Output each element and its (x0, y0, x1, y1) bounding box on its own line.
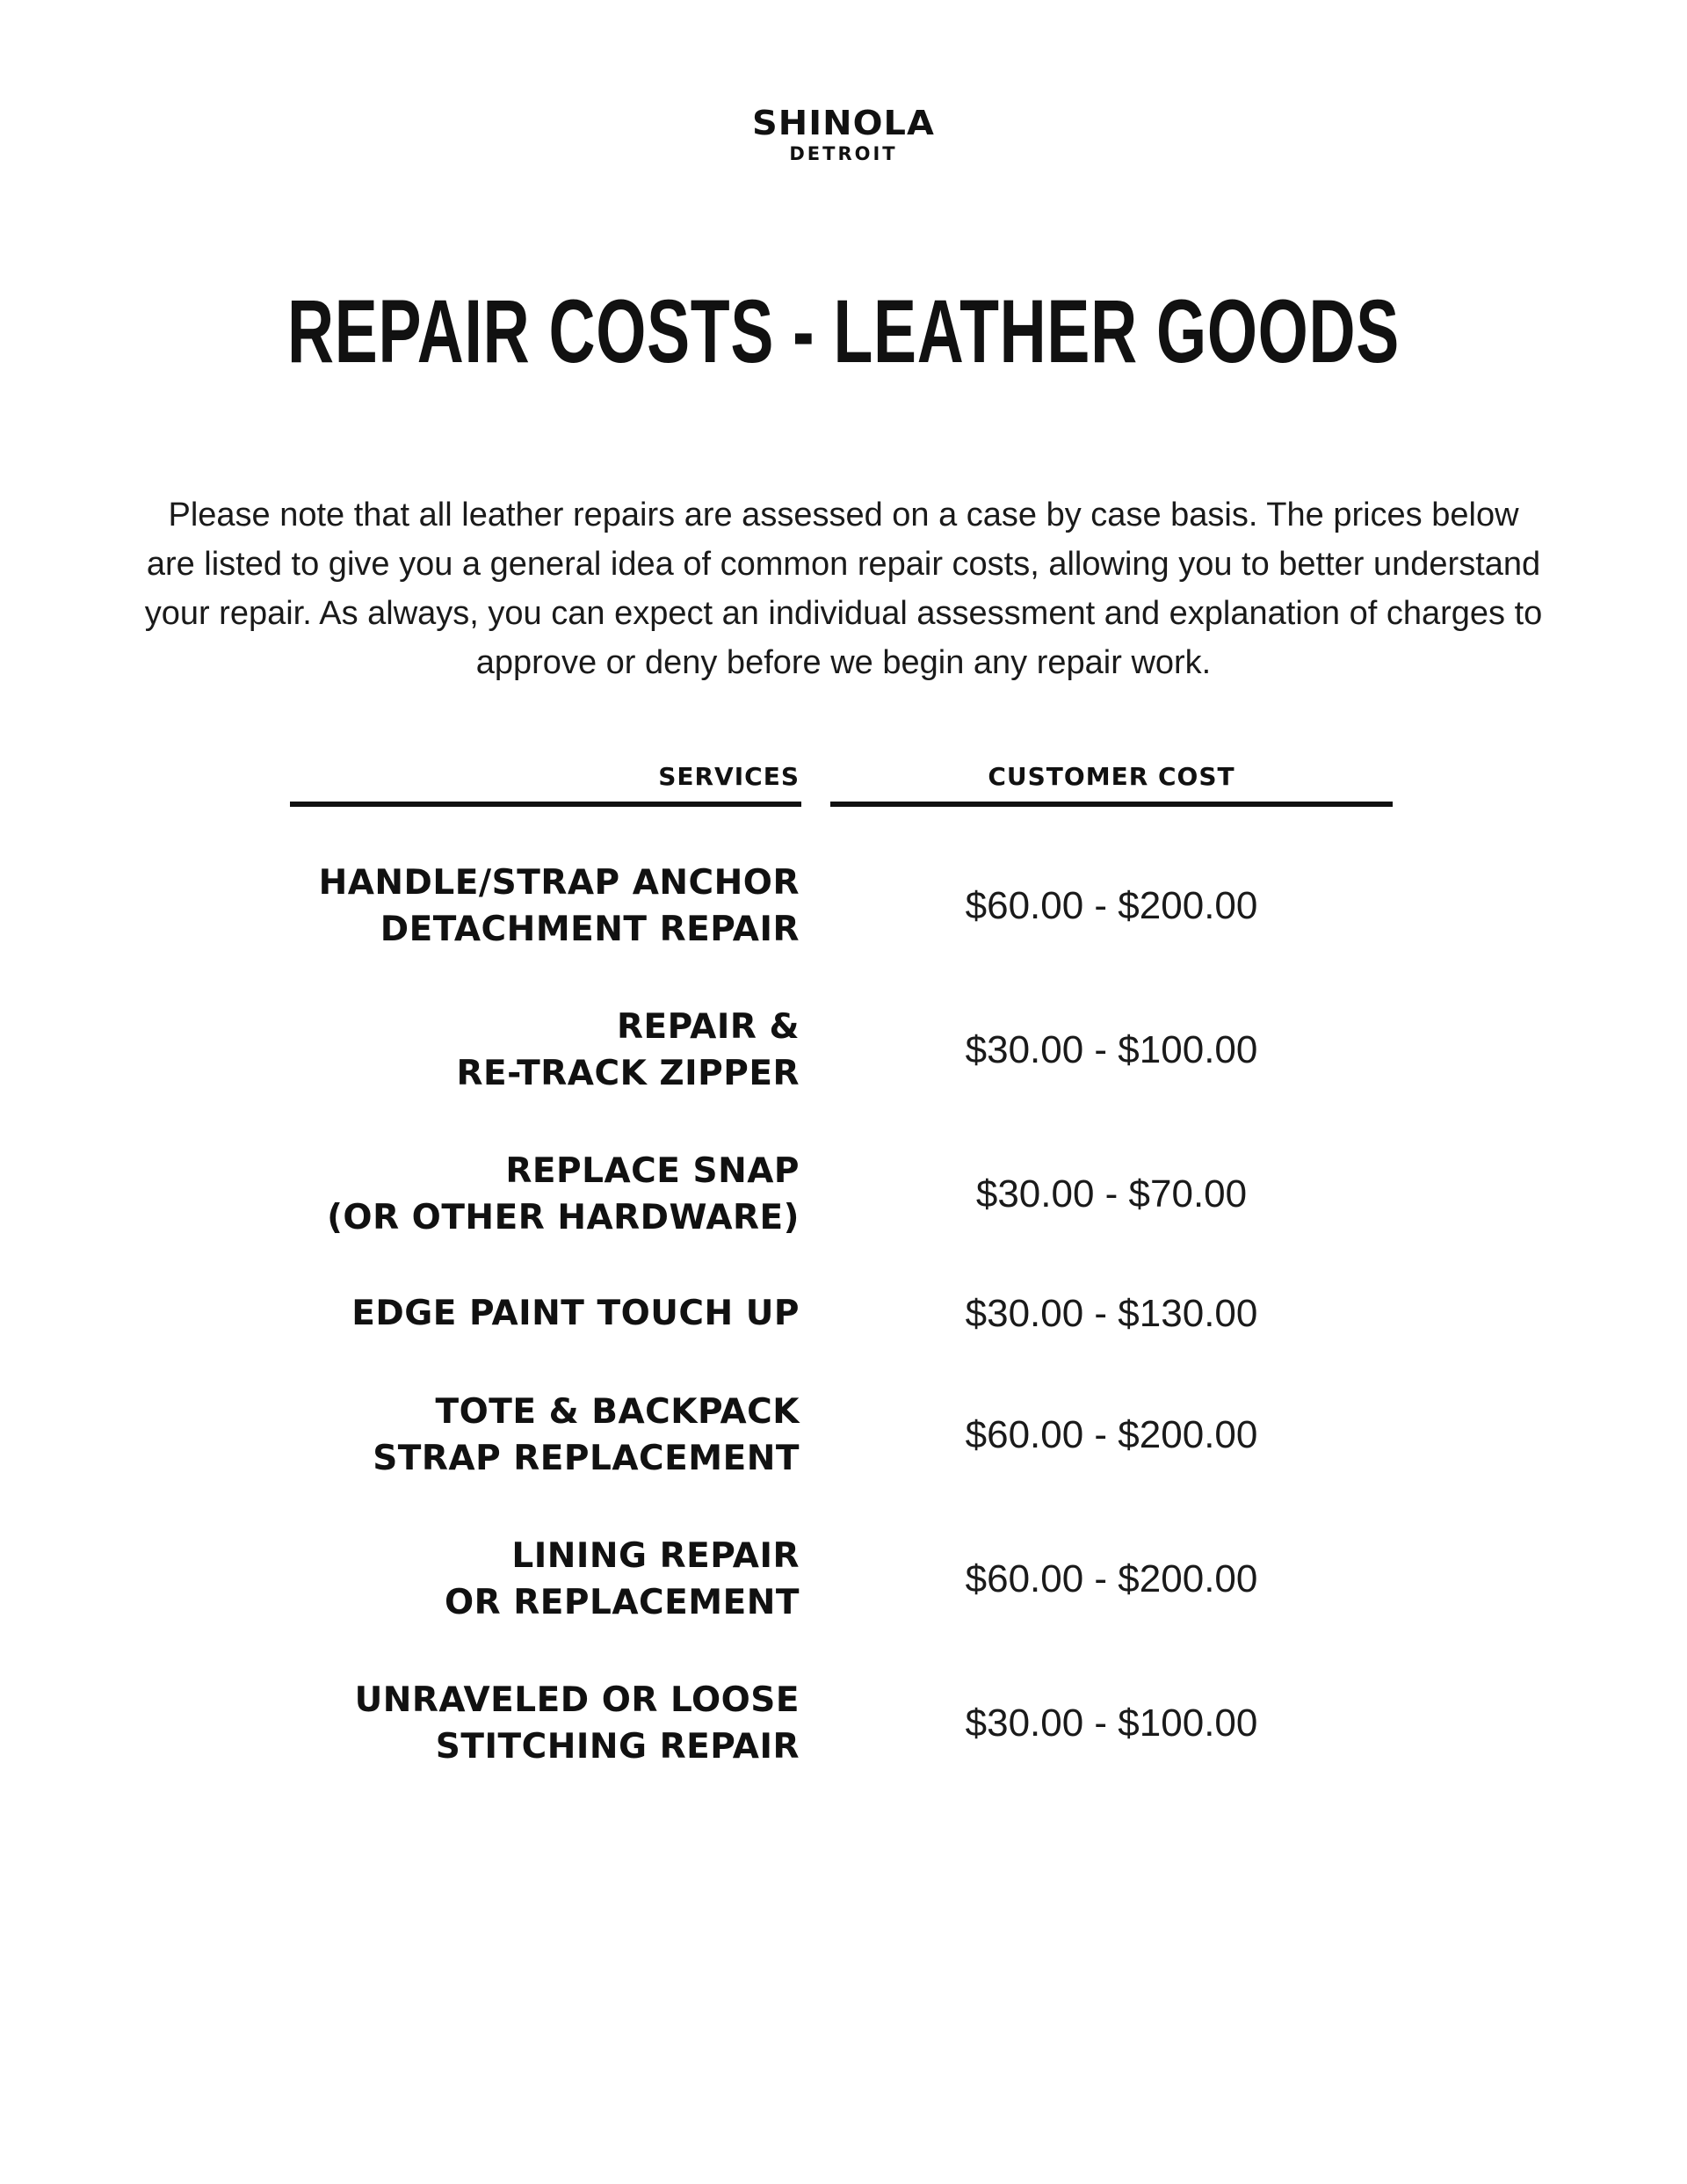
cost-column-header: CUSTOMER COST (988, 762, 1235, 791)
service-line: LINING REPAIR (511, 1536, 800, 1576)
service-line: STRAP REPLACEMENT (373, 1439, 800, 1478)
service-line: RE-TRACK ZIPPER (456, 1054, 800, 1093)
service-name (176, 860, 800, 953)
services-header-rule (290, 802, 801, 807)
service-name (176, 1677, 800, 1770)
service-cost: $30.00 - $100.00 (965, 1028, 1258, 1071)
service-name (176, 1389, 800, 1482)
brand-logo (0, 104, 1687, 165)
brand-city: DETROIT (789, 143, 898, 164)
service-line: OR REPLACEMENT (444, 1583, 800, 1622)
service-line: (OR OTHER HARDWARE) (327, 1198, 800, 1237)
service-name (176, 1148, 800, 1241)
service-name (176, 1004, 800, 1097)
service-cost: $60.00 - $200.00 (965, 884, 1258, 927)
service-line: EDGE PAINT TOUCH UP (351, 1294, 800, 1333)
service-cost: $30.00 - $130.00 (965, 1292, 1258, 1335)
page-title: REPAIR COSTS - LEATHER GOODS (286, 281, 1400, 381)
service-line: TOTE & BACKPACK (435, 1392, 800, 1432)
service-cost: $30.00 - $70.00 (975, 1172, 1248, 1215)
service-cost: $60.00 - $200.00 (965, 1413, 1258, 1456)
service-line: REPLACE SNAP (505, 1151, 800, 1191)
service-line: HANDLE/STRAP ANCHOR (318, 863, 800, 903)
service-line: STITCHING REPAIR (435, 1727, 800, 1767)
service-cost: $60.00 - $200.00 (965, 1557, 1258, 1600)
service-line: DETACHMENT REPAIR (380, 910, 800, 949)
service-name (176, 1290, 800, 1337)
cost-header-rule (830, 802, 1393, 807)
service-name (176, 1533, 800, 1626)
service-cost: $30.00 - $100.00 (965, 1701, 1258, 1745)
brand-name: SHINOLA (752, 104, 935, 142)
service-line: REPAIR & (617, 1007, 800, 1047)
services-column-header: SERVICES (658, 762, 800, 791)
intro-paragraph: Please note that all leather repairs are assessed on a case by case basis. The prices below are listed to give you a general idea of common repair costs, allowing you to better understand your repair. As always, you can expect an individual assessment and explanation of charges to approve or deny before we begin any repair work. (144, 497, 1543, 681)
service-line: UNRAVELED OR LOOSE (354, 1680, 800, 1720)
